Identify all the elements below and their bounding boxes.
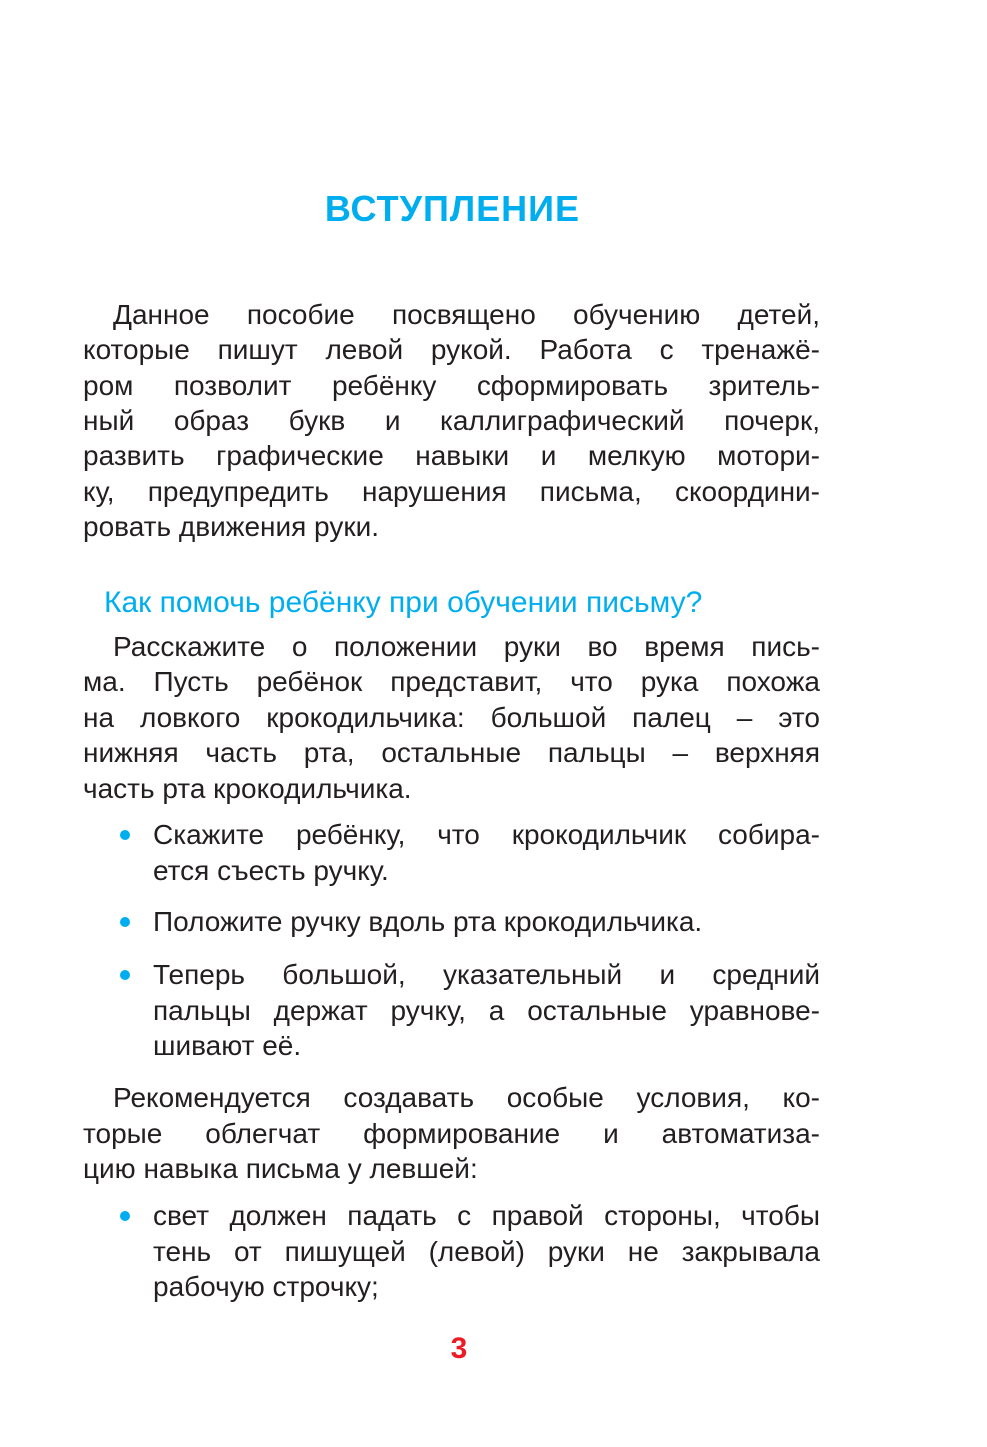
page-title: ВСТУПЛЕНИЕ: [324, 188, 581, 229]
text-line: ку, предупредить нарушения письма, скоордини-: [83, 476, 820, 507]
bullet-icon: [120, 1211, 130, 1221]
bullet-icon: [120, 970, 130, 980]
list-item-line: свет должен падать с правой стороны, чтобы: [153, 1200, 820, 1231]
list-item-line: ется съесть ручку.: [153, 855, 389, 886]
page-number: 3: [450, 1332, 468, 1365]
text-line: нижняя часть рта, остальные пальцы – верхняя: [83, 737, 820, 768]
text-line: ный образ букв и каллиграфический почерк,: [83, 405, 820, 436]
text-line: цию навыка письма у левшей:: [83, 1153, 478, 1184]
text-line: Расскажите о положении руки во время пись-: [113, 631, 820, 662]
list-item-line: шивают её.: [153, 1030, 302, 1061]
text-line: ма. Пусть ребёнок представит, что рука похожа: [83, 666, 820, 697]
list-item-line: тень от пишущей (левой) руки не закрывала: [153, 1236, 820, 1267]
list-item-line: рабочую строчку;: [153, 1271, 379, 1302]
text-line: Рекомендуется создавать особые условия, ко-: [113, 1082, 820, 1113]
text-line: ровать движения руки.: [83, 511, 379, 542]
text-line: Данное пособие посвящено обучению детей,: [113, 299, 820, 330]
text-line: ром позволит ребёнку сформировать зритель-: [83, 370, 820, 401]
text-line: на ловкого крокодильчика: большой палец – это: [83, 702, 820, 733]
list-item-line: Скажите ребёнку, что крокодильчик собира-: [153, 819, 820, 850]
list-item-line: пальцы держат ручку, а остальные уравнове-: [153, 995, 820, 1026]
bullet-icon: [120, 830, 130, 840]
bullet-icon: [120, 917, 130, 927]
text-line: торые облегчат формирование и автоматиза-: [83, 1118, 820, 1149]
section-subheading: Как помочь ребёнку при обучении письму?: [104, 586, 703, 619]
list-item-line: Теперь большой, указательный и средний: [153, 959, 820, 990]
text-line: которые пишут левой рукой. Работа с тренажё-: [83, 334, 820, 365]
list-item-line: Положите ручку вдоль рта крокодильчика.: [153, 906, 703, 937]
text-line: развить графические навыки и мелкую мотори-: [83, 440, 820, 471]
text-line: часть рта крокодильчика.: [83, 773, 412, 804]
